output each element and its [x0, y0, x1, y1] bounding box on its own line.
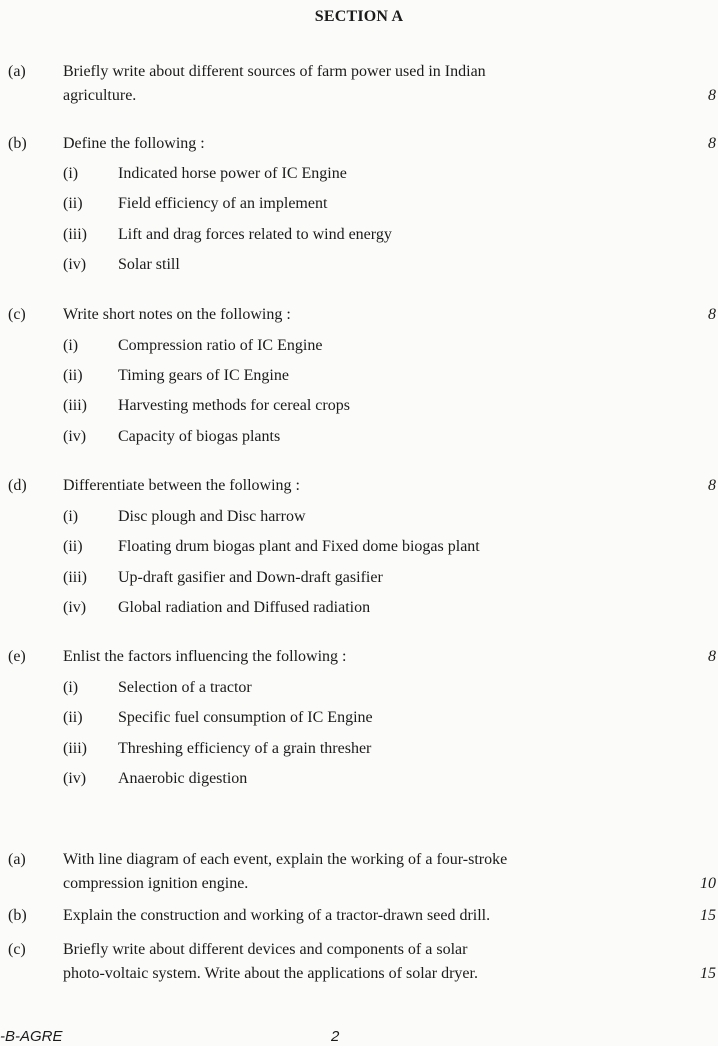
question-text-line2: photo-voltaic system. Write about the applications of solar dryer. [63, 965, 478, 982]
sub-item-text: Field efficiency of an implement [118, 195, 328, 212]
sub-item [0, 505, 718, 529]
sub-item-label: (iv) [63, 428, 87, 445]
marks: 15 [700, 907, 716, 924]
sub-item-text: Solar still [118, 256, 180, 273]
sub-item [0, 192, 718, 216]
sub-item-text: Floating drum biogas plant and Fixed dome biogas plant [118, 538, 480, 555]
question-text: Differentiate between the following : [63, 477, 300, 494]
sub-item-text: Disc plough and Disc harrow [118, 508, 306, 525]
sub-item-text: Lift and drag forces related to wind energy [118, 226, 392, 243]
sub-item [0, 596, 718, 620]
sub-item [0, 566, 718, 590]
sub-item [0, 253, 718, 277]
question-text-line1: With line diagram of each event, explain the working of a four-stroke [63, 851, 508, 868]
sub-item-label: (ii) [63, 538, 83, 555]
sub-item-label: (ii) [63, 195, 83, 212]
question-text: Write short notes on the following : [63, 306, 291, 323]
sub-item [0, 737, 718, 761]
question-text-line1: Briefly write about different devices and components of a solar [63, 941, 468, 958]
marks: 8 [708, 87, 716, 104]
sub-item-text: Timing gears of IC Engine [118, 367, 289, 384]
sub-item-label: (iii) [63, 226, 87, 243]
sub-item [0, 425, 718, 449]
marks: 10 [700, 875, 716, 892]
sub-item-label: (i) [63, 165, 79, 182]
sub-item [0, 223, 718, 247]
sub-item-text: Selection of a tractor [118, 679, 252, 696]
section-title: SECTION A [314, 8, 404, 25]
sub-item-label: (ii) [63, 367, 83, 384]
sub-item-label: (iii) [63, 740, 87, 757]
sub-item-label: (i) [63, 508, 79, 525]
marks: 8 [708, 648, 716, 665]
page-number: 2 [331, 1028, 340, 1045]
paper-code: -B-AGRE [0, 1028, 63, 1045]
sub-item-label: (iii) [63, 569, 87, 586]
sub-item [0, 676, 718, 700]
sub-item-label: (i) [63, 679, 79, 696]
question-label: (a) [8, 63, 26, 80]
sub-item-text: Anaerobic digestion [118, 770, 248, 787]
sub-item [0, 394, 718, 418]
question-text: Enlist the factors influencing the following : [63, 648, 347, 665]
sub-item-text: Threshing efficiency of a grain thresher [118, 740, 372, 757]
question-text-line2: agriculture. [63, 87, 137, 104]
sub-item-text: Indicated horse power of IC Engine [118, 165, 347, 182]
sub-item [0, 706, 718, 730]
question-label: (b) [8, 135, 27, 152]
question-label: (a) [8, 851, 26, 868]
sub-item-text: Global radiation and Diffused radiation [118, 599, 371, 616]
sub-item [0, 767, 718, 791]
sub-item-label: (iii) [63, 397, 87, 414]
question-label: (b) [8, 907, 27, 924]
sub-item-text: Up-draft gasifier and Down-draft gasifier [118, 569, 383, 586]
question-text: Explain the construction and working of a tractor-drawn seed drill. [63, 907, 491, 924]
question-text: Define the following : [63, 135, 205, 152]
sub-item-text: Capacity of biogas plants [118, 428, 281, 445]
sub-item-label: (ii) [63, 709, 83, 726]
marks: 8 [708, 306, 716, 323]
question-label: (c) [8, 306, 26, 323]
sub-item [0, 334, 718, 358]
question-text-line2: compression ignition engine. [63, 875, 249, 892]
sub-item-label: (iv) [63, 770, 87, 787]
sub-item-label: (iv) [63, 256, 87, 273]
sub-item-text: Specific fuel consumption of IC Engine [118, 709, 373, 726]
marks: 8 [708, 477, 716, 494]
marks: 8 [708, 135, 716, 152]
question-label: (d) [8, 477, 27, 494]
sub-item-text: Harvesting methods for cereal crops [118, 397, 350, 414]
sub-item-text: Compression ratio of IC Engine [118, 337, 323, 354]
question-label: (e) [8, 648, 26, 665]
sub-item [0, 364, 718, 388]
sub-item-label: (iv) [63, 599, 87, 616]
marks: 15 [700, 965, 716, 982]
question-text-line1: Briefly write about different sources of farm power used in Indian [63, 63, 486, 80]
sub-item [0, 162, 718, 186]
sub-item [0, 535, 718, 559]
question-label: (c) [8, 941, 26, 958]
sub-item-label: (i) [63, 337, 79, 354]
